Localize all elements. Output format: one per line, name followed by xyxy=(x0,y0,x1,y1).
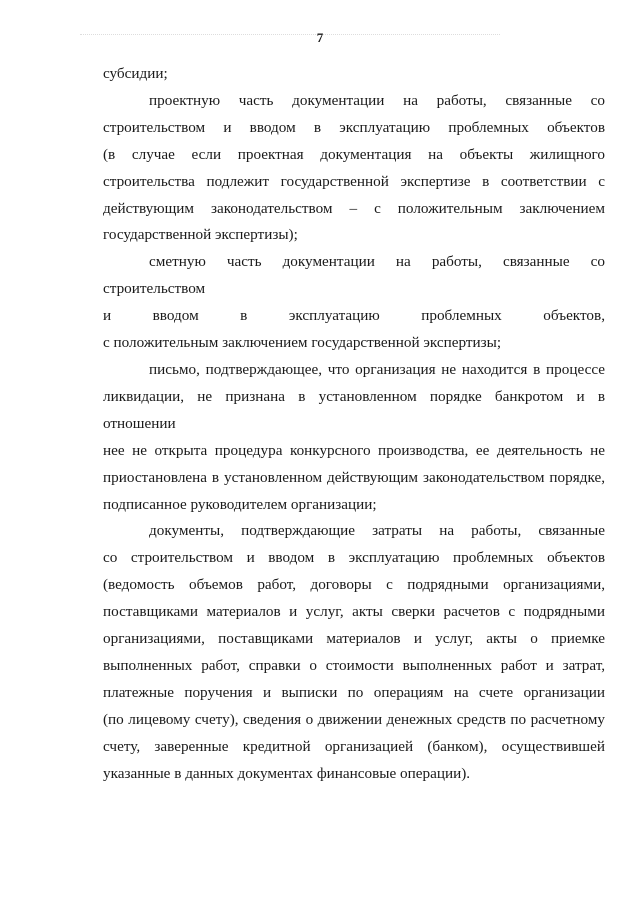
text-line: нее не открыта процедура конкурсного производства, ее деятельность не xyxy=(103,441,605,459)
paragraph-confirmation-letter xyxy=(103,357,605,518)
text-line: строительства подлежит государственной экспертизе в соответствии с xyxy=(103,172,605,190)
paragraph-estimate-documentation xyxy=(103,249,605,357)
page-number: 7 xyxy=(316,30,324,45)
text-line: ликвидации, не признана в установленном порядке банкротом и в отношении xyxy=(103,387,605,432)
text-line: поставщиками материалов и услуг, акты сверки расчетов с подрядными xyxy=(103,603,605,621)
text-line: с положительным заключением государственной экспертизы; xyxy=(103,334,502,352)
text-line: выполненных работ, справки о стоимости выполненных работ и затрат, xyxy=(103,656,605,674)
text-line: со строительством и вводом в эксплуатацию проблемных объектов xyxy=(103,549,605,567)
text-line: организациями, поставщиками материалов и услуг, акты о приемке xyxy=(103,630,605,648)
document-body xyxy=(103,61,605,787)
text-line: сметную часть документации на работы, связанные со строительством xyxy=(103,253,605,298)
text-line: субсидии; xyxy=(103,65,168,82)
text-line: (ведомость объемов работ, договоры с подрядными организациями, xyxy=(103,576,605,594)
text-line: письмо, подтверждающее, что организация не находится в процессе xyxy=(149,360,605,378)
paragraph-project-documentation xyxy=(103,88,605,249)
text-line: (в случае если проектная документация на объекты жилищного xyxy=(103,145,605,163)
text-line: строительством и вводом в эксплуатацию проблемных объектов xyxy=(103,118,605,136)
text-line: указанные в данных документах финансовые операции). xyxy=(103,764,471,782)
text-line: подписанное руководителем организации; xyxy=(103,495,377,513)
text-line: счету, заверенные кредитной организацией (банком), осуществившей xyxy=(103,737,605,755)
text-line: действующим законодательством – с положительным заключением xyxy=(103,199,605,217)
paragraph-subsidies xyxy=(103,61,605,88)
text-line: платежные поручения и выписки по операциям на счете организации xyxy=(103,683,605,701)
text-line: проектную часть документации на работы, связанные со xyxy=(149,91,605,109)
text-line: и вводом в эксплуатацию проблемных объектов, xyxy=(103,307,605,325)
paragraph-cost-documents xyxy=(103,518,605,787)
text-line: приостановлена в установленном действующим законодательством порядке, xyxy=(103,468,605,486)
text-line: документы, подтверждающие затраты на работы, связанные xyxy=(149,522,605,540)
text-line: государственной экспертизы); xyxy=(103,226,298,244)
text-line: (по лицевому счету), сведения о движении денежных средств по расчетному xyxy=(103,710,605,728)
